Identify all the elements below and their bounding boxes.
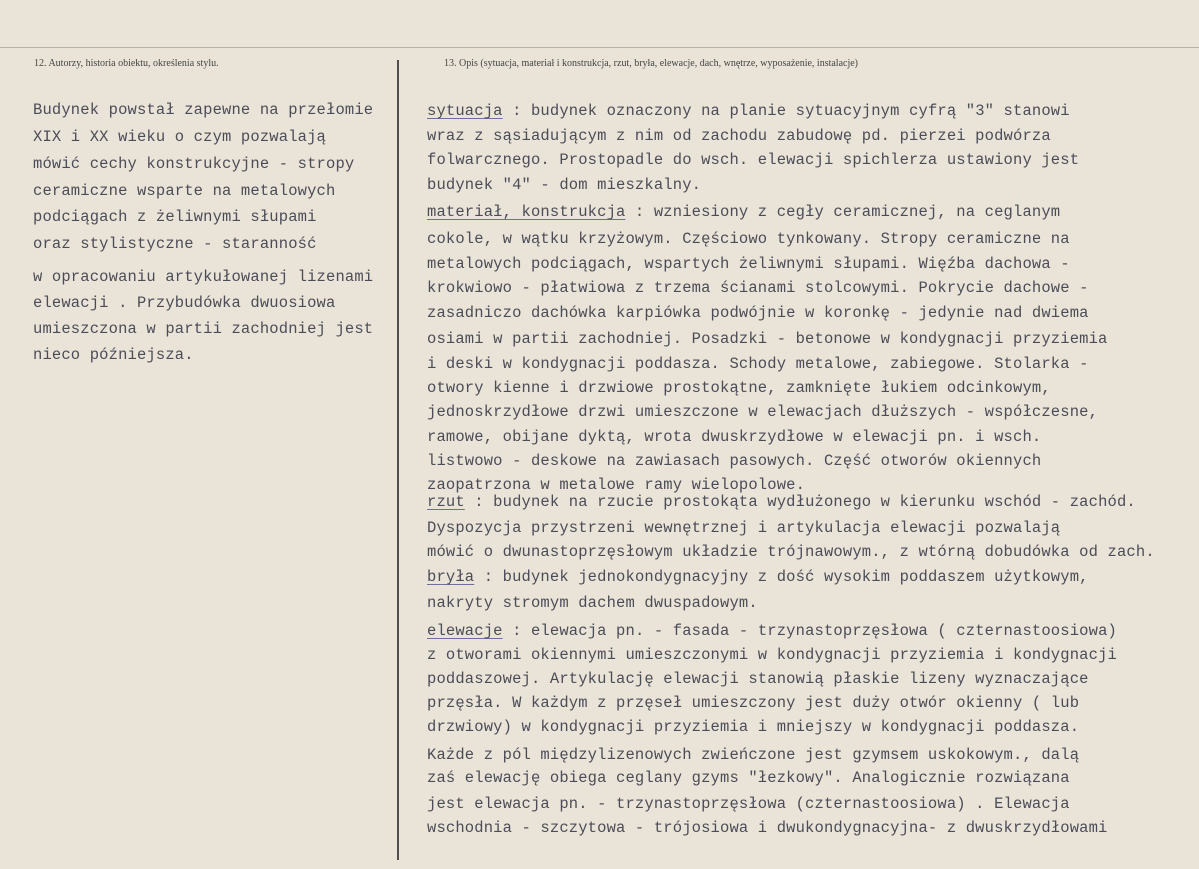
- line-text: budynek "4" - dom mieszkalny.: [427, 176, 702, 194]
- right-text-line: [427, 797, 1070, 813]
- line-text: : elewacja pn. - fasada - trzynastoprzęsłowa ( czternastoosiowa): [502, 622, 1117, 640]
- left-text-line: w opracowaniu artykułowanej lizenami: [33, 268, 374, 286]
- line-text: mówić o dwunastoprzęsłowym układzie trójnawowym., z wtórną dobudówka od zach.: [427, 543, 1155, 561]
- right-text-line: [427, 257, 1070, 273]
- right-text-line: [427, 430, 1041, 446]
- top-rule: [0, 47, 1199, 48]
- line-text: zaś elewację obiega ceglany gzyms "łezkowy". Analogicznie rozwiązana: [427, 769, 1070, 787]
- line-text: drzwiowy) w kondygnacji przyziemia i mniejszy w kondygnacji poddasza.: [427, 718, 1080, 736]
- left-text-line: nieco późniejsza.: [33, 346, 194, 364]
- left-text-line: umieszczona w partii zachodniej jest: [33, 320, 374, 338]
- section-keyword: rzut: [427, 493, 465, 511]
- left-text-line: Budynek powstał zapewne na przełomie: [33, 101, 374, 119]
- right-text-line: [427, 495, 1136, 511]
- line-text: listwowo - deskowe na zawiasach pasowych. Część otworów okiennych: [427, 452, 1042, 470]
- right-text-line: [427, 672, 1089, 688]
- right-text-line: [427, 153, 1079, 169]
- right-text-line: [427, 178, 701, 194]
- line-text: i deski w kondygnacji poddasza. Schody metalowe, zabiegowe. Stolarka -: [427, 355, 1089, 373]
- line-text: : wzniesiony z cegły ceramicznej, na ceglanym: [625, 203, 1061, 221]
- right-text-line: [427, 821, 1108, 837]
- right-text-line: [427, 306, 1089, 322]
- section-keyword: bryła: [427, 568, 475, 586]
- right-text-line: [427, 281, 1089, 297]
- section-13-heading: 13. Opis (sytuacja, materiał i konstrukcja, rzut, bryła, elewacje, dach, wnętrze, wyposażenie, instalacje): [444, 58, 858, 69]
- right-text-line: [427, 720, 1079, 736]
- line-text: wraz z sąsiadującym z nim od zachodu zabudowę pd. pierzei podwórza: [427, 127, 1051, 145]
- right-text-line: [427, 596, 758, 612]
- right-text-line: [427, 381, 1051, 397]
- line-text: Dyspozycja przystrzeni wewnętrznej i artykulacja elewacji pozwalają: [427, 519, 1061, 537]
- line-text: jednoskrzydłowe drzwi umieszczone w elewacjach dłuższych - współczesne,: [427, 403, 1099, 421]
- column-divider: [397, 60, 399, 860]
- line-text: : budynek oznaczony na planie sytuacyjnym cyfrą "3" stanowi: [502, 102, 1070, 120]
- line-text: ramowe, obijane dyktą, wrota dwuskrzydłowe w elewacji pn. i wsch.: [427, 428, 1042, 446]
- section-keyword: sytuacja: [427, 102, 503, 120]
- line-text: nakryty stromym dachem dwuspadowym.: [427, 594, 758, 612]
- left-text-line: mówić cechy konstrukcyjne - stropy: [33, 155, 355, 173]
- right-text-line: [427, 129, 1051, 145]
- right-text-line: [427, 521, 1060, 537]
- right-text-line: [427, 232, 1070, 248]
- left-text-line: elewacji . Przybudówka dwuosiowa: [33, 294, 336, 312]
- right-text-line: [427, 357, 1089, 373]
- right-text-line: [427, 624, 1117, 640]
- right-text-line: [427, 454, 1041, 470]
- right-text-line: [427, 570, 1089, 586]
- line-text: poddaszowej. Artykulację elewacji stanowią płaskie lizeny wyznaczające: [427, 670, 1089, 688]
- line-text: Każde z pól międzylizenowych zwieńczone jest gzymsem uskokowym., dalą: [427, 746, 1080, 764]
- line-text: folwarcznego. Prostopadle do wsch. elewacji spichlerza ustawiony jest: [427, 151, 1080, 169]
- line-text: krokwiowo - płatwiowa z trzema ścianami stolcowymi. Pokrycie dachowe -: [427, 279, 1089, 297]
- line-text: wschodnia - szczytowa - trójosiowa i dwukondygnacyjna- z dwuskrzydłowami: [427, 819, 1108, 837]
- left-text-line: podciągach z żeliwnymi słupami: [33, 208, 317, 226]
- line-text: zaopatrzona w metalowe ramy wielopolowe.: [427, 476, 806, 494]
- line-text: otwory kienne i drzwiowe prostokątne, zamknięte łukiem odcinkowym,: [427, 379, 1051, 397]
- section-keyword: elewacje: [427, 622, 503, 640]
- line-text: metalowych podciągach, wspartych żeliwnymi słupami. Więźba dachowa -: [427, 255, 1070, 273]
- line-text: jest elewacja pn. - trzynastoprzęsłowa (czternastoosiowa) . Elewacja: [427, 795, 1070, 813]
- right-text-line: [427, 205, 1060, 221]
- section-keyword: materiał, konstrukcja: [427, 203, 626, 221]
- line-text: z otworami okiennymi umieszczonymi w kondygnacji przyziemia i kondygnacji: [427, 646, 1117, 664]
- section-12-heading: 12. Autorzy, historia obiektu, określenia stylu.: [34, 58, 219, 69]
- right-text-line: [427, 405, 1098, 421]
- line-text: zasadniczo dachówka karpiówka podwójnie w koronkę - jedynie nad dwiema: [427, 304, 1089, 322]
- line-text: : budynek na rzucie prostokąta wydłużonego w kierunku wschód - zachód.: [464, 493, 1136, 511]
- left-text-line: XIX i XX wieku o czym pozwalają: [33, 128, 326, 146]
- line-text: osiami w partii zachodniej. Posadzki - betonowe w kondygnacji przyziemia: [427, 330, 1108, 348]
- left-text-line: oraz stylistyczne - staranność: [33, 235, 317, 253]
- line-text: przęsła. W każdym z przęseł umieszczony jest duży otwór okienny ( lub: [427, 694, 1080, 712]
- right-text-line: [427, 478, 805, 494]
- right-text-line: [427, 332, 1108, 348]
- right-text-line: [427, 748, 1079, 764]
- left-text-line: ceramiczne wsparte na metalowych: [33, 182, 336, 200]
- right-text-line: [427, 104, 1070, 120]
- right-text-line: [427, 545, 1155, 561]
- line-text: : budynek jednokondygnacyjny z dość wysokim poddaszem użytkowym,: [474, 568, 1089, 586]
- right-text-line: [427, 771, 1070, 787]
- line-text: cokole, w wątku krzyżowym. Częściowo tynkowany. Stropy ceramiczne na: [427, 230, 1070, 248]
- right-text-line: [427, 648, 1117, 664]
- right-text-line: [427, 696, 1079, 712]
